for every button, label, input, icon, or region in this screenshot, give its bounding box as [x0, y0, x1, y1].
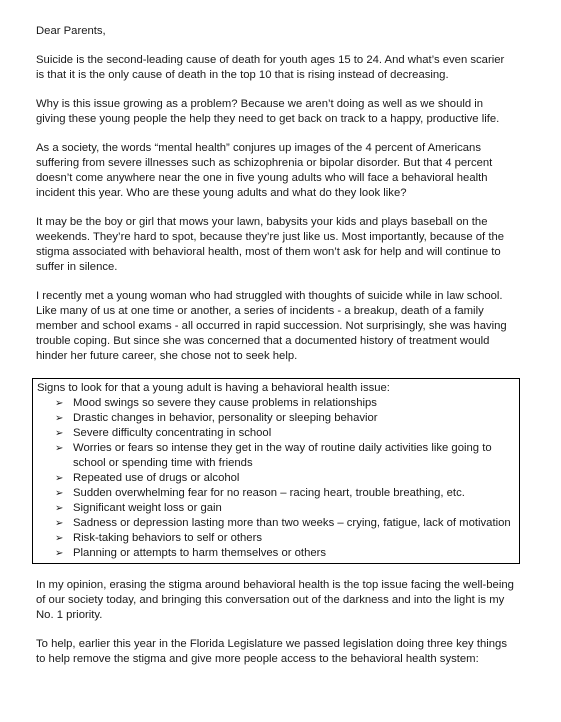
paragraph-stigma-priority: In my opinion, erasing the stigma around behavioral health is the top issue facing the well-being of our society today, and bringing this conversation out of the darkness and into the light is my No. 1 priority. [36, 579, 514, 621]
paragraph-why-growing: Why is this issue growing as a problem? Because we aren’t doing as well as we should in giving these young people the help they need to get back on track to a happy, productive life. [36, 98, 500, 125]
arrow-bullet-icon: ➢ [55, 518, 64, 529]
arrow-bullet-icon: ➢ [55, 488, 64, 499]
paragraph-hard-to-spot: It may be the boy or girl that mows your lawn, babysits your kids and plays baseball on the weekends. They’re hard to spot, because they’re just like us. Most importantly, because of the stigma associated with behavioral health, most of them won’t ask for help and will continue to suffer in silence. [36, 216, 505, 273]
arrow-bullet-icon: ➢ [55, 503, 64, 514]
paragraph-law-school-story: I recently met a young woman who had struggled with thoughts of suicide while in law school. Like many of us at one time or another, a series of incidents - a breakup, death of a family member and school exams - all occurred in rapid succession. Not surprisingly, she was having trouble coping. But since she was concerned that a documented history of treatment would hinder her future career, she chose not to seek help. [36, 290, 507, 362]
list-item: ➢ Risk-taking behaviors to self or others [55, 532, 262, 544]
arrow-bullet-icon: ➢ [55, 413, 64, 424]
warning-signs-box [32, 378, 520, 564]
list-item: ➢ Significant weight loss or gain [55, 502, 222, 514]
paragraph-florida-legislation: To help, earlier this year in the Florida Legislature we passed legislation doing three key things to help remove the stigma and give more people access to the behavioral health system: [36, 638, 507, 665]
arrow-bullet-icon: ➢ [55, 473, 64, 484]
list-item: ➢ Sudden overwhelming fear for no reason – racing heart, trouble breathing, etc. [55, 487, 465, 499]
list-item: ➢ Severe difficulty concentrating in school [55, 427, 272, 439]
arrow-bullet-icon: ➢ [55, 428, 64, 439]
list-item: ➢ Planning or attempts to harm themselves or others [55, 547, 327, 559]
paragraph-suicide-statistic: Suicide is the second-leading cause of death for youth ages 15 to 24. And what’s even scarier is that it is the only cause of death in the top 10 that is rising instead of decreasing. [36, 54, 505, 81]
paragraph-mental-health-society: As a society, the words “mental health” conjures up images of the 4 percent of Americans suffering from severe illnesses such as schizophrenia or bipolar disorder. But that 4 percent doesn’t come anywhere near the one in five young adults who will face a behavioral health incident this year. Who are these young adults and what do they look like? [36, 142, 493, 199]
letter-body [36, 24, 514, 681]
arrow-bullet-icon: ➢ [55, 548, 64, 559]
salutation: Dear Parents, [36, 25, 106, 37]
list-item: ➢ Repeated use of drugs or alcohol [55, 472, 240, 484]
list-item: ➢ Sadness or depression lasting more than two weeks – crying, fatigue, lack of motivation [55, 517, 511, 529]
list-item: ➢ Worries or fears so intense they get in the way of routine daily activities like going to school or spending time with friends [55, 442, 492, 469]
arrow-bullet-icon: ➢ [55, 398, 64, 409]
warning-signs-intro: Signs to look for that a young adult is having a behavioral health issue: [37, 382, 390, 394]
arrow-bullet-icon: ➢ [55, 533, 64, 544]
arrow-bullet-icon: ➢ [55, 443, 64, 454]
list-item: ➢ Mood swings so severe they cause problems in relationships [55, 397, 377, 409]
list-item: ➢ Drastic changes in behavior, personality or sleeping behavior [55, 412, 378, 424]
warning-signs-list [37, 396, 515, 561]
